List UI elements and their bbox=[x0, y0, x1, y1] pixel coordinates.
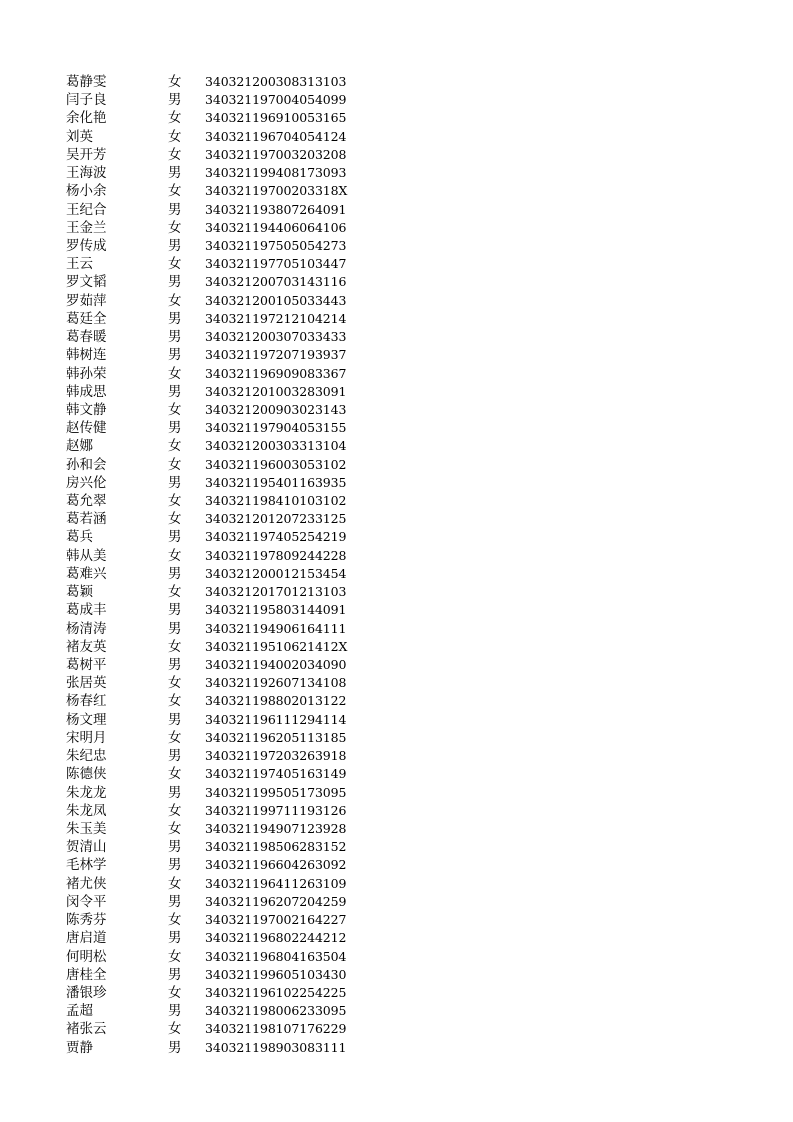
name-cell: 朱纪忠 bbox=[66, 748, 107, 765]
gender-cell: 男 bbox=[168, 602, 182, 619]
gender-cell: 男 bbox=[168, 92, 182, 109]
table-row bbox=[0, 856, 793, 874]
id-number-cell: 340321198410103102 bbox=[205, 493, 347, 509]
id-number-cell: 340321200903023143 bbox=[205, 401, 347, 417]
table-row bbox=[0, 1039, 793, 1057]
name-cell: 陈秀芬 bbox=[66, 912, 107, 929]
gender-cell: 女 bbox=[168, 638, 182, 655]
gender-cell: 男 bbox=[168, 165, 182, 182]
name-cell: 唐启道 bbox=[66, 930, 107, 947]
table-row bbox=[0, 73, 793, 91]
id-number-cell: 340321201207233125 bbox=[205, 511, 347, 527]
table-row bbox=[0, 328, 793, 346]
name-cell: 葛春暖 bbox=[66, 329, 107, 346]
name-cell: 葛若涵 bbox=[66, 511, 107, 528]
name-cell: 罗文韬 bbox=[66, 274, 107, 291]
gender-cell: 女 bbox=[168, 183, 182, 200]
gender-cell: 男 bbox=[168, 201, 182, 218]
gender-cell: 男 bbox=[168, 748, 182, 765]
table-row bbox=[0, 437, 793, 455]
gender-cell: 男 bbox=[168, 383, 182, 400]
gender-cell: 女 bbox=[168, 146, 182, 163]
gender-cell: 男 bbox=[168, 237, 182, 254]
id-number-cell: 340321198006233095 bbox=[205, 1003, 347, 1019]
name-cell: 葛难兴 bbox=[66, 565, 107, 582]
id-number-cell: 340321194907123928 bbox=[205, 820, 347, 836]
id-number-cell: 340321197203263918 bbox=[205, 748, 347, 764]
name-cell: 王金兰 bbox=[66, 219, 107, 236]
table-row bbox=[0, 201, 793, 219]
id-number-cell: 340321200703143116 bbox=[205, 274, 347, 290]
name-cell: 葛廷全 bbox=[66, 310, 107, 327]
id-number-cell: 340321197809244228 bbox=[205, 547, 347, 563]
name-cell: 毛林学 bbox=[66, 857, 107, 874]
table-row bbox=[0, 674, 793, 692]
id-number-cell: 340321196205113185 bbox=[205, 729, 347, 745]
name-cell: 葛成丰 bbox=[66, 602, 107, 619]
id-number-cell: 340321200308313103 bbox=[205, 74, 347, 89]
name-cell: 葛静雯 bbox=[66, 74, 107, 90]
table-row bbox=[0, 638, 793, 656]
gender-cell: 女 bbox=[168, 675, 182, 692]
name-cell: 孟超 bbox=[66, 1003, 93, 1020]
id-number-cell: 340321196802244212 bbox=[205, 930, 347, 946]
name-cell: 余化艳 bbox=[66, 110, 107, 127]
gender-cell: 女 bbox=[168, 912, 182, 929]
id-number-cell: 340321195401163935 bbox=[205, 474, 347, 490]
table-row bbox=[0, 109, 793, 127]
name-cell: 闵令平 bbox=[66, 893, 107, 910]
name-cell: 宋明月 bbox=[66, 729, 107, 746]
table-row bbox=[0, 620, 793, 638]
id-number-cell: 340321196111294114 bbox=[205, 711, 347, 727]
name-cell: 孙和会 bbox=[66, 456, 107, 473]
table-row bbox=[0, 784, 793, 802]
table-row bbox=[0, 1020, 793, 1038]
gender-cell: 男 bbox=[168, 474, 182, 491]
id-number-cell: 340321199505173095 bbox=[205, 784, 347, 800]
gender-cell: 女 bbox=[168, 820, 182, 837]
name-cell: 张居英 bbox=[66, 675, 107, 692]
name-cell: 韩成思 bbox=[66, 383, 107, 400]
gender-cell: 男 bbox=[168, 930, 182, 947]
id-number-cell: 340321199711193126 bbox=[205, 802, 347, 818]
name-cell: 赵传健 bbox=[66, 420, 107, 437]
table-row bbox=[0, 583, 793, 601]
name-cell: 褚友英 bbox=[66, 638, 107, 655]
name-cell: 贺清山 bbox=[66, 839, 107, 856]
gender-cell: 女 bbox=[168, 511, 182, 528]
table-row bbox=[0, 911, 793, 929]
gender-cell: 女 bbox=[168, 766, 182, 783]
table-row bbox=[0, 656, 793, 674]
id-number-cell: 340321201701213103 bbox=[205, 584, 347, 600]
gender-cell: 女 bbox=[168, 456, 182, 473]
gender-cell: 女 bbox=[168, 693, 182, 710]
name-cell: 王纪合 bbox=[66, 201, 107, 218]
name-cell: 杨春红 bbox=[66, 693, 107, 710]
table-row bbox=[0, 802, 793, 820]
id-number-cell: 340321200105033443 bbox=[205, 292, 347, 308]
name-cell: 韩从美 bbox=[66, 547, 107, 564]
table-row bbox=[0, 419, 793, 437]
gender-cell: 女 bbox=[168, 1021, 182, 1038]
table-row bbox=[0, 128, 793, 146]
table-row bbox=[0, 219, 793, 237]
id-number-cell: 340321197405163149 bbox=[205, 766, 347, 782]
id-number-cell: 340321195803144091 bbox=[205, 602, 347, 618]
name-cell: 朱龙凤 bbox=[66, 802, 107, 819]
gender-cell: 男 bbox=[168, 966, 182, 983]
name-cell: 潘银珍 bbox=[66, 984, 107, 1001]
id-number-cell: 340321196207204259 bbox=[205, 893, 347, 909]
name-cell: 房兴伦 bbox=[66, 474, 107, 491]
table-row bbox=[0, 711, 793, 729]
name-cell: 陈德侠 bbox=[66, 766, 107, 783]
name-cell: 杨小余 bbox=[66, 183, 107, 200]
gender-cell: 男 bbox=[168, 657, 182, 673]
gender-cell: 男 bbox=[168, 329, 182, 346]
gender-cell: 男 bbox=[168, 857, 182, 874]
id-number-cell: 340321196003053102 bbox=[205, 456, 347, 472]
table-row bbox=[0, 565, 793, 583]
id-number-cell: 340321197207193937 bbox=[205, 347, 347, 363]
name-cell: 赵娜 bbox=[66, 438, 93, 455]
table-row bbox=[0, 692, 793, 710]
id-number-cell: 340321197904053155 bbox=[205, 420, 347, 436]
gender-cell: 男 bbox=[168, 529, 182, 546]
name-cell: 何明松 bbox=[66, 948, 107, 965]
name-cell: 贾静 bbox=[66, 1039, 93, 1056]
name-cell: 王海波 bbox=[66, 165, 107, 182]
name-cell: 葛允翠 bbox=[66, 493, 107, 510]
table-row bbox=[0, 984, 793, 1002]
gender-cell: 女 bbox=[168, 128, 182, 145]
table-row bbox=[0, 893, 793, 911]
table-row bbox=[0, 91, 793, 109]
gender-cell: 男 bbox=[168, 839, 182, 856]
id-number-cell: 340321197003203208 bbox=[205, 146, 347, 162]
name-cell: 杨文理 bbox=[66, 711, 107, 728]
id-number-cell: 340321194002034090 bbox=[205, 657, 347, 672]
id-number-cell: 340321197212104214 bbox=[205, 310, 347, 326]
table-row bbox=[0, 948, 793, 966]
table-row bbox=[0, 729, 793, 747]
id-number-cell: 340321198506283152 bbox=[205, 839, 347, 855]
id-number-cell: 340321199605103430 bbox=[205, 966, 347, 982]
person-list bbox=[0, 73, 793, 1057]
name-cell: 朱龙龙 bbox=[66, 784, 107, 801]
gender-cell: 男 bbox=[168, 784, 182, 801]
id-number-cell: 34032119700203318X bbox=[205, 183, 348, 199]
id-number-cell: 340321196909083367 bbox=[205, 365, 347, 381]
name-cell: 罗茹萍 bbox=[66, 292, 107, 309]
id-number-cell: 340321197405254219 bbox=[205, 529, 347, 545]
gender-cell: 女 bbox=[168, 875, 182, 892]
name-cell: 唐桂全 bbox=[66, 966, 107, 983]
table-row bbox=[0, 528, 793, 546]
id-number-cell: 340321196411263109 bbox=[205, 875, 347, 891]
table-row bbox=[0, 765, 793, 783]
gender-cell: 女 bbox=[168, 493, 182, 510]
name-cell: 闫子良 bbox=[66, 92, 107, 109]
table-row bbox=[0, 838, 793, 856]
gender-cell: 女 bbox=[168, 729, 182, 746]
table-row bbox=[0, 547, 793, 565]
id-number-cell: 34032119510621412X bbox=[205, 638, 348, 654]
id-number-cell: 340321198802013122 bbox=[205, 693, 347, 709]
id-number-cell: 340321194906164111 bbox=[205, 620, 347, 636]
table-row bbox=[0, 237, 793, 255]
table-row bbox=[0, 929, 793, 947]
id-number-cell: 340321192607134108 bbox=[205, 675, 347, 691]
gender-cell: 女 bbox=[168, 365, 182, 382]
gender-cell: 女 bbox=[168, 74, 182, 90]
id-number-cell: 340321196604263092 bbox=[205, 857, 347, 873]
id-number-cell: 340321196910053165 bbox=[205, 110, 347, 126]
name-cell: 刘英 bbox=[66, 128, 93, 145]
table-row bbox=[0, 401, 793, 419]
id-number-cell: 340321200012153454 bbox=[205, 565, 347, 581]
name-cell: 韩树连 bbox=[66, 347, 107, 364]
id-number-cell: 340321200303313104 bbox=[205, 438, 347, 454]
id-number-cell: 340321200307033433 bbox=[205, 329, 347, 345]
id-number-cell: 340321196704054124 bbox=[205, 128, 347, 144]
table-row bbox=[0, 510, 793, 528]
gender-cell: 女 bbox=[168, 948, 182, 965]
id-number-cell: 340321197705103447 bbox=[205, 256, 347, 272]
table-row bbox=[0, 966, 793, 984]
table-row bbox=[0, 182, 793, 200]
gender-cell: 男 bbox=[168, 310, 182, 327]
gender-cell: 女 bbox=[168, 802, 182, 819]
table-row bbox=[0, 456, 793, 474]
gender-cell: 女 bbox=[168, 110, 182, 127]
gender-cell: 女 bbox=[168, 292, 182, 309]
table-row bbox=[0, 492, 793, 510]
gender-cell: 男 bbox=[168, 347, 182, 364]
table-row bbox=[0, 820, 793, 838]
gender-cell: 女 bbox=[168, 547, 182, 564]
gender-cell: 男 bbox=[168, 1039, 182, 1056]
name-cell: 韩孙荣 bbox=[66, 365, 107, 382]
id-number-cell: 340321199408173093 bbox=[205, 165, 347, 181]
id-number-cell: 340321193807264091 bbox=[205, 201, 347, 217]
name-cell: 葛颖 bbox=[66, 584, 93, 601]
table-row bbox=[0, 383, 793, 401]
name-cell: 褚尤侠 bbox=[66, 875, 107, 892]
gender-cell: 男 bbox=[168, 420, 182, 437]
id-number-cell: 340321197002164227 bbox=[205, 912, 347, 928]
id-number-cell: 340321201003283091 bbox=[205, 383, 347, 399]
name-cell: 葛树平 bbox=[66, 657, 107, 673]
name-cell: 褚张云 bbox=[66, 1021, 107, 1038]
table-row bbox=[0, 255, 793, 273]
name-cell: 葛兵 bbox=[66, 529, 93, 546]
name-cell: 王云 bbox=[66, 256, 93, 273]
name-cell: 韩文静 bbox=[66, 401, 107, 418]
id-number-cell: 340321198107176229 bbox=[205, 1021, 347, 1037]
gender-cell: 男 bbox=[168, 620, 182, 637]
gender-cell: 女 bbox=[168, 256, 182, 273]
id-number-cell: 340321198903083111 bbox=[205, 1039, 347, 1055]
name-cell: 罗传成 bbox=[66, 237, 107, 254]
id-number-cell: 340321196102254225 bbox=[205, 984, 347, 1000]
name-cell: 杨清涛 bbox=[66, 620, 107, 637]
table-row bbox=[0, 474, 793, 492]
gender-cell: 女 bbox=[168, 984, 182, 1001]
table-row bbox=[0, 292, 793, 310]
table-row bbox=[0, 1002, 793, 1020]
id-number-cell: 340321197004054099 bbox=[205, 92, 347, 108]
gender-cell: 女 bbox=[168, 438, 182, 455]
table-row bbox=[0, 346, 793, 364]
table-row bbox=[0, 146, 793, 164]
table-row bbox=[0, 875, 793, 893]
gender-cell: 女 bbox=[168, 584, 182, 601]
id-number-cell: 340321196804163504 bbox=[205, 948, 347, 964]
name-cell: 吴开芳 bbox=[66, 146, 107, 163]
gender-cell: 男 bbox=[168, 711, 182, 728]
gender-cell: 女 bbox=[168, 401, 182, 418]
table-row bbox=[0, 747, 793, 765]
gender-cell: 男 bbox=[168, 1003, 182, 1020]
table-row bbox=[0, 365, 793, 383]
table-row bbox=[0, 601, 793, 619]
name-cell: 朱玉美 bbox=[66, 820, 107, 837]
id-number-cell: 340321197505054273 bbox=[205, 237, 347, 253]
id-number-cell: 340321194406064106 bbox=[205, 219, 347, 235]
table-row bbox=[0, 310, 793, 328]
gender-cell: 男 bbox=[168, 893, 182, 910]
gender-cell: 男 bbox=[168, 274, 182, 291]
gender-cell: 女 bbox=[168, 219, 182, 236]
gender-cell: 男 bbox=[168, 565, 182, 582]
table-row bbox=[0, 273, 793, 291]
table-row bbox=[0, 164, 793, 182]
